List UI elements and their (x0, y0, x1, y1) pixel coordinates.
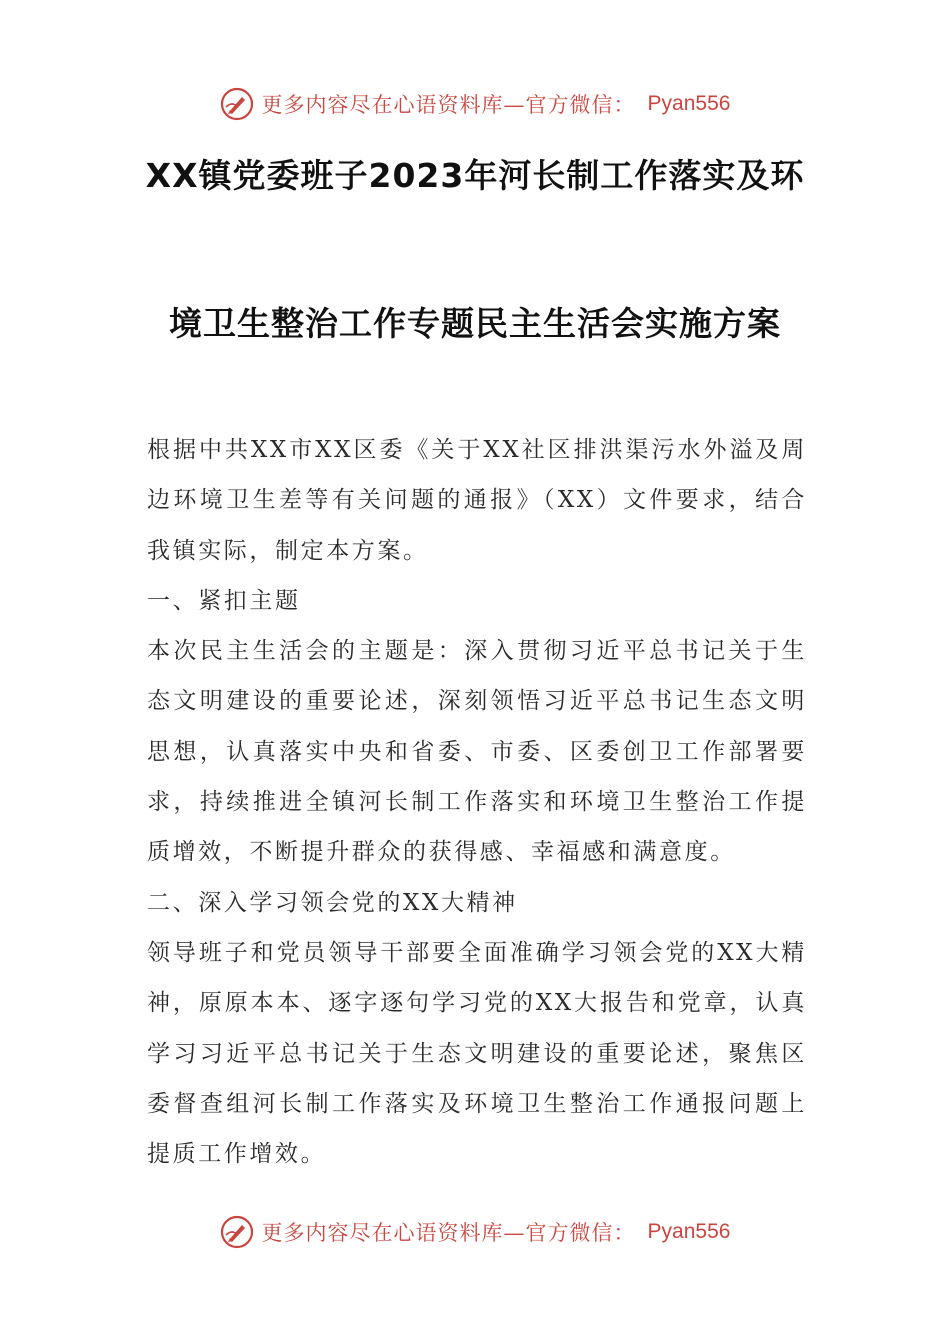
section-paragraph-2: 领导班子和党员领导干部要全面准确学习领会党的XX大精神，原原本本、逐字逐句学习党的XX大报告和党章，认真学习习近平总书记关于生态文明建设的重要论述，聚焦区委督查组河长制工作落实及环境卫生整治工作通报问题上提质工作增效。 (147, 939, 807, 1168)
section-heading-2: 二、深入学习领会党的XX大精神 (147, 889, 518, 916)
pen-logo-icon (220, 1215, 254, 1249)
wechat-id: Pyan556 (647, 92, 731, 115)
intro-paragraph: 根据中共XX市XX区委《关于XX社区排洪渠污水外溢及周边环境卫生差等有关问题的通报》（XX）文件要求，结合我镇实际，制定本方案。 (147, 437, 807, 564)
footer-watermark (0, 1212, 950, 1252)
document-title-line-1: XX镇党委班子2023年河长制工作落实及环 (145, 156, 805, 195)
document-body (147, 425, 807, 1179)
document-title-line-2: 境卫生整治工作专题民主生活会实施方案 (169, 304, 781, 343)
section-heading-1: 一、紧扣主题 (147, 587, 301, 614)
section-paragraph-1: 本次民主生活会的主题是：深入贯彻习近平总书记关于生态文明建设的重要论述，深刻领悟习近平总书记生态文明思想，认真落实中央和省委、市委、区委创卫工作部署要求，持续推进全镇河长制工作落实和环境卫生整治工作提质增效，不断提升群众的获得感、幸福感和满意度。 (147, 638, 807, 866)
header-watermark (0, 84, 950, 124)
pen-logo-icon (220, 87, 254, 121)
watermark-text: 更多内容尽在心语资料库—官方微信： (261, 1221, 636, 1245)
wechat-id: Pyan556 (647, 1220, 731, 1243)
watermark-text: 更多内容尽在心语资料库—官方微信： (261, 93, 636, 117)
